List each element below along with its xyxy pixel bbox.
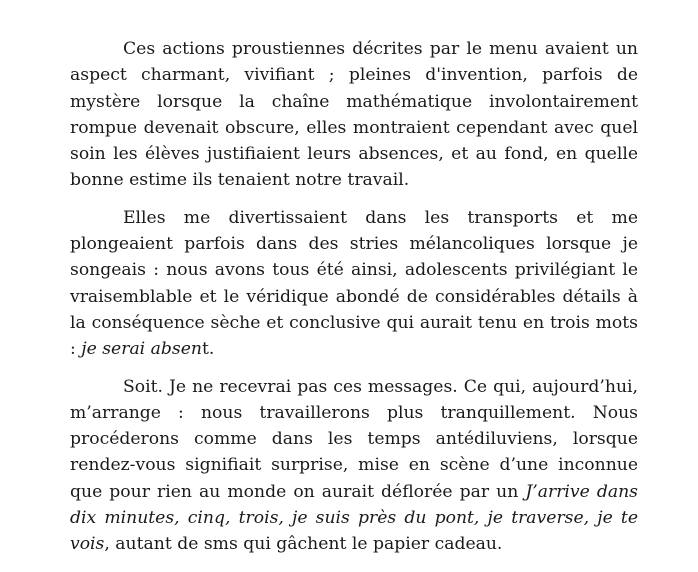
paragraph-1 — [70, 36, 638, 194]
paragraph-2-italic: je serai absen — [81, 339, 202, 360]
document-page — [70, 36, 638, 558]
paragraph-3-text-end: , autant de sms qui gâchent le papier cadeau. — [104, 534, 503, 555]
paragraph-3-italic: J’arrive dans dix minutes, cinq, trois, je suis près du pont, je traverse, je te vois — [70, 481, 638, 555]
paragraph-3-text: Soit. Je ne recevrai pas ces messages. Ce qui, aujourd’hui, m’arrange : nous travaillerons plus tranquillement. Nous procéderons comme dans les temps antédiluviens, lorsque rendez-vous signifiait surprise, mise en scène d’une inconnue que pour rien au monde on aurait déflorée par un — [70, 376, 638, 502]
paragraph-2-text: Elles me divertissaient dans les transports et me plongeaient parfois dans des stries mélancoliques lorsque je songeais : nous avons tous été ainsi, adolescents privilégiant le vraisemblable et le véridique abondé de considérables détails à la conséquence sèche et conclusive qui aurait tenu en trois mots : — [70, 207, 638, 360]
paragraph-3 — [70, 374, 638, 558]
paragraph-2 — [70, 205, 638, 363]
paragraph-2-text-end: t. — [201, 339, 215, 360]
paragraph-1-text: Ces actions proustiennes décrites par le menu avaient un aspect charmant, vivifiant ; pleines d'invention, parfois de mystère lorsque la chaîne mathématique involontairement rompue devenait obscure, elles montraient cependant avec quel soin les élèves justifiaient leurs absences, et au fond, en quelle bonne estime ils tenaient notre travail. — [70, 39, 638, 191]
